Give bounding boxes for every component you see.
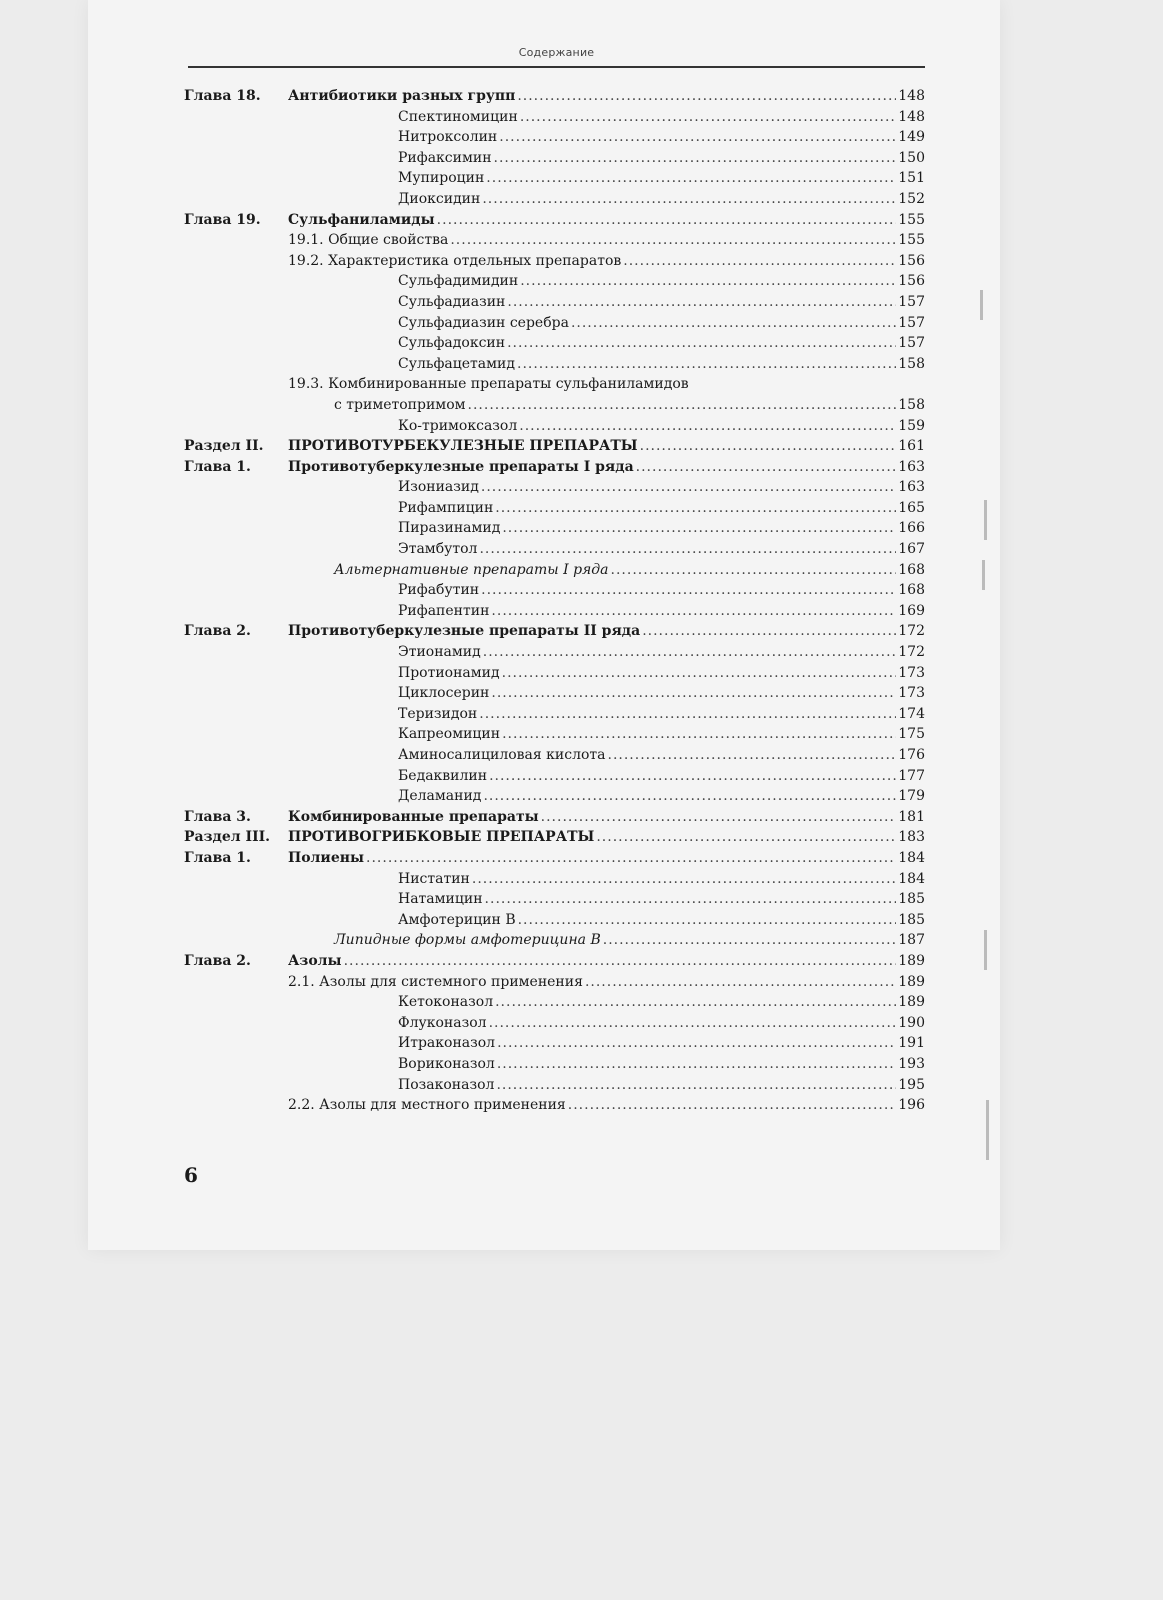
toc-page-number: 151 [898, 170, 925, 187]
toc-entry [398, 601, 925, 622]
toc-row [184, 683, 925, 704]
toc-entry [288, 251, 925, 272]
toc-entry [398, 1013, 925, 1034]
toc-entry [398, 869, 925, 890]
toc-page-number: 155 [898, 232, 925, 249]
toc-entry [398, 333, 925, 354]
toc-page-number: 165 [898, 499, 925, 516]
toc-label: Глава 1. [184, 849, 251, 866]
dot-leader [499, 127, 896, 148]
toc-page-number: 190 [898, 1014, 925, 1031]
toc-page-number: 157 [898, 293, 925, 310]
toc-row [184, 560, 925, 581]
toc-entry [398, 992, 925, 1013]
header-rule [188, 66, 925, 68]
toc-entry-title: Вориконазол [398, 1055, 495, 1072]
toc-entry [398, 107, 925, 128]
dot-leader [585, 972, 896, 993]
toc-page-number: 159 [898, 417, 925, 434]
toc-entry [398, 189, 925, 210]
toc-entry [288, 951, 925, 972]
toc-entry [334, 395, 925, 416]
toc-entry-title: Спектиномицин [398, 108, 518, 125]
toc-page-number: 157 [898, 335, 925, 352]
dot-leader [481, 580, 896, 601]
toc-entry-title: с триметопримом [334, 396, 466, 413]
toc-row [184, 230, 925, 251]
toc-row [184, 354, 925, 375]
toc-entry-title: Липидные формы амфотерицина В [334, 932, 601, 949]
dot-leader [517, 86, 896, 107]
scan-edge-mark [980, 290, 983, 320]
toc-row [184, 313, 925, 334]
toc-entry-title: Полиены [288, 849, 365, 866]
toc-entry [334, 560, 925, 581]
toc-row [184, 580, 925, 601]
toc-page-number: 155 [898, 211, 925, 228]
dot-leader [518, 910, 897, 931]
toc-page-number: 158 [898, 355, 925, 372]
toc-row [184, 869, 925, 890]
toc-entry [288, 848, 925, 869]
toc-entry-title: Изониазид [398, 479, 479, 496]
toc-row [184, 827, 925, 848]
toc-entry-title: Этионамид [398, 644, 481, 661]
dot-leader [640, 436, 897, 457]
toc-entry [288, 807, 925, 828]
toc-row [184, 518, 925, 539]
dot-leader [497, 1033, 896, 1054]
toc-entry [398, 539, 925, 560]
dot-leader [489, 1013, 897, 1034]
dot-leader [479, 704, 896, 725]
toc-page-number: 189 [898, 952, 925, 969]
toc-page-number: 173 [898, 685, 925, 702]
toc-row [184, 642, 925, 663]
toc-page-number: 161 [898, 438, 925, 455]
toc-entry [288, 210, 925, 231]
toc-entry-title: Сульфадиазин [398, 293, 506, 310]
toc-page-number: 166 [898, 520, 925, 537]
toc-entry-title: Сульфадимидин [398, 273, 519, 290]
toc-entry-title: Противотуберкулезные препараты I ряда [288, 458, 634, 475]
toc-page-number: 172 [898, 623, 925, 640]
dot-leader [502, 518, 896, 539]
toc-entry [398, 724, 925, 745]
dot-leader [450, 230, 896, 251]
dot-leader [496, 1075, 896, 1096]
dot-leader [479, 539, 896, 560]
toc-entry-title: Сульфадиазин серебра [398, 314, 569, 331]
toc-entry [398, 168, 925, 189]
toc-entry-title: Комбинированные препараты [288, 808, 539, 825]
toc-entry-title: Рифабутин [398, 582, 480, 599]
dot-leader [495, 992, 896, 1013]
toc-label: Глава 2. [184, 952, 251, 969]
toc-entry-title: Нистатин [398, 870, 470, 887]
toc-row [184, 807, 925, 828]
toc-entry-title: Рифапентин [398, 602, 490, 619]
toc-entry [398, 1054, 925, 1075]
toc-label: Глава 3. [184, 808, 251, 825]
toc-entry-title: Альтернативные препараты I ряда [334, 561, 609, 578]
toc-entry [398, 292, 925, 313]
dot-leader [502, 663, 897, 684]
toc-row [184, 374, 925, 395]
toc-entry-title: 2.1. Азолы для системного применения [288, 973, 583, 990]
toc-row [184, 992, 925, 1013]
toc-entry [288, 374, 925, 395]
toc-page-number: 150 [898, 149, 925, 166]
toc-page-number: 167 [898, 541, 925, 558]
dot-leader [437, 210, 897, 231]
toc-entry [398, 354, 925, 375]
toc-row [184, 477, 925, 498]
toc-row [184, 436, 925, 457]
toc-label: Глава 19. [184, 211, 261, 228]
toc-entry-title: Азолы [288, 952, 342, 969]
toc-row [184, 457, 925, 478]
toc-label: Глава 18. [184, 88, 261, 104]
toc-entry [288, 86, 925, 107]
toc-page-number: 175 [898, 726, 925, 743]
toc-entry-title: Бедаквилин [398, 767, 488, 784]
toc-entry-title: Деламанид [398, 788, 482, 805]
toc-entry-title: 19.2. Характеристика отдельных препаратов [288, 252, 622, 269]
toc-row [184, 292, 925, 313]
toc-entry-title: Пиразинамид [398, 520, 501, 537]
toc-row [184, 704, 925, 725]
dot-leader [485, 889, 897, 910]
scan-edge-mark [982, 560, 985, 590]
toc-row [184, 1013, 925, 1034]
dot-leader [344, 951, 897, 972]
toc-entry-title: Капреомицин [398, 726, 501, 743]
dot-leader [520, 271, 896, 292]
toc-entry-title: Противотуберкулезные препараты II ряда [288, 623, 641, 640]
toc-page-number: 185 [898, 891, 925, 908]
toc-row [184, 86, 925, 107]
toc-entry-title: Флуконазол [398, 1014, 487, 1031]
toc-row [184, 621, 925, 642]
toc-row [184, 127, 925, 148]
toc-entry-title: 2.2. Азолы для местного применения [288, 1097, 566, 1114]
dot-leader [608, 745, 897, 766]
toc-page-number: 184 [898, 870, 925, 887]
toc-entry-title: Протионамид [398, 664, 500, 681]
dot-leader [520, 107, 896, 128]
toc-row [184, 848, 925, 869]
toc-entry [398, 704, 925, 725]
toc-row [184, 930, 925, 951]
toc-page-number: 177 [898, 767, 925, 784]
toc-page-number: 168 [898, 582, 925, 599]
toc-row [184, 498, 925, 519]
dot-leader [481, 477, 896, 498]
toc-page-number: 163 [898, 479, 925, 496]
toc-page-number: 185 [898, 911, 925, 928]
toc-entry-title: Сульфаниламиды [288, 211, 435, 228]
toc-entry-title: Итраконазол [398, 1035, 496, 1052]
toc-row [184, 395, 925, 416]
dot-leader [603, 930, 897, 951]
toc-entry [398, 271, 925, 292]
toc-page-number: 184 [898, 849, 925, 866]
toc-row [184, 148, 925, 169]
dot-leader [497, 1054, 896, 1075]
running-head: Содержание [518, 46, 595, 59]
toc-page-number: 168 [898, 561, 925, 578]
toc-page-number: 163 [898, 458, 925, 475]
toc-entry [398, 786, 925, 807]
dot-leader [642, 621, 896, 642]
toc-row [184, 1033, 925, 1054]
toc-row [184, 786, 925, 807]
toc-entry [398, 766, 925, 787]
toc-row [184, 107, 925, 128]
toc-page-number: 176 [898, 747, 925, 763]
toc-entry [288, 457, 925, 478]
toc-entry-title: Кетоконазол [398, 994, 494, 1011]
dot-leader [611, 560, 897, 581]
dot-leader [495, 498, 896, 519]
toc-page-number: 152 [898, 190, 925, 207]
toc-page-number: 191 [898, 1035, 925, 1052]
toc-entry [398, 313, 925, 334]
toc-entry-title: Диоксидин [398, 190, 481, 207]
dot-leader [468, 395, 897, 416]
dot-leader [483, 786, 896, 807]
toc-row [184, 168, 925, 189]
toc-row [184, 539, 925, 560]
toc-entry-title: Антибиотики разных групп [288, 88, 516, 104]
dot-leader [568, 1095, 897, 1116]
toc-page-number: 157 [898, 314, 925, 331]
page-number: 6 [184, 1163, 198, 1187]
toc-entry [398, 683, 925, 704]
toc-row [184, 663, 925, 684]
toc-label: Раздел II. [184, 438, 264, 455]
toc-entry [398, 416, 925, 437]
toc-entry-title: Ко-тримоксазол [398, 417, 518, 434]
toc-page-number: 156 [898, 273, 925, 290]
dot-leader [472, 869, 896, 890]
toc-row [184, 766, 925, 787]
toc-page-number: 173 [898, 664, 925, 681]
toc-entry [398, 518, 925, 539]
toc-row [184, 210, 925, 231]
toc-entry-title: ПРОТИВОТУРБЕКУЛЕЗНЫЕ ПРЕПАРАТЫ [288, 438, 638, 455]
table-of-contents [184, 86, 925, 1116]
toc-entry [398, 1033, 925, 1054]
dot-leader [507, 292, 896, 313]
toc-entry-title: Мупироцин [398, 170, 485, 187]
dot-leader [571, 313, 896, 334]
toc-row [184, 189, 925, 210]
toc-page-number: 148 [898, 108, 925, 125]
dot-leader [491, 601, 896, 622]
scan-edge-mark [984, 930, 987, 970]
toc-page-number: 187 [898, 932, 925, 949]
toc-row [184, 910, 925, 931]
toc-page-number: 193 [898, 1055, 925, 1072]
dot-leader [519, 416, 896, 437]
toc-row [184, 889, 925, 910]
dot-leader [502, 724, 896, 745]
toc-entry-title: ПРОТИВОГРИБКОВЫЕ ПРЕПАРАТЫ [288, 829, 595, 846]
toc-entry-title: 19.1. Общие свойства [288, 232, 449, 249]
toc-row [184, 724, 925, 745]
toc-entry [398, 910, 925, 931]
scan-edge-mark [986, 1100, 989, 1160]
toc-entry [398, 127, 925, 148]
toc-entry [398, 148, 925, 169]
toc-page-number: 183 [898, 829, 925, 846]
toc-entry-title: 19.3. Комбинированные препараты сульфаниламидов [288, 376, 689, 393]
toc-page-number: 195 [898, 1076, 925, 1093]
toc-entry [398, 580, 925, 601]
toc-page-number: 189 [898, 973, 925, 990]
dot-leader [507, 333, 896, 354]
toc-entry-title: Нитроксолин [398, 129, 498, 146]
toc-entry [288, 1095, 925, 1116]
toc-entry-title: Теризидон [398, 705, 478, 722]
toc-entry [398, 745, 925, 766]
dot-leader [482, 189, 896, 210]
toc-entry-title: Сульфацетамид [398, 355, 515, 372]
dot-leader [486, 168, 896, 189]
toc-page-number: 189 [898, 994, 925, 1011]
toc-label: Глава 2. [184, 623, 251, 640]
toc-page-number: 181 [898, 808, 925, 825]
dot-leader [517, 354, 896, 375]
toc-row [184, 1054, 925, 1075]
toc-row [184, 951, 925, 972]
toc-page-number: 172 [898, 644, 925, 661]
dot-leader [541, 807, 897, 828]
toc-page-number: 169 [898, 602, 925, 619]
toc-row [184, 1075, 925, 1096]
toc-page-number: 149 [898, 129, 925, 146]
dot-leader [491, 683, 896, 704]
toc-row [184, 1095, 925, 1116]
toc-entry [288, 230, 925, 251]
toc-page-number: 179 [898, 788, 925, 805]
toc-row [184, 416, 925, 437]
toc-entry [288, 621, 925, 642]
toc-row [184, 601, 925, 622]
toc-page-number: 158 [898, 396, 925, 413]
toc-entry [334, 930, 925, 951]
toc-page-number: 174 [898, 705, 925, 722]
toc-entry [398, 889, 925, 910]
toc-entry-title: Сульфадоксин [398, 335, 506, 352]
toc-entry-title: Позаконазол [398, 1076, 495, 1093]
toc-row [184, 333, 925, 354]
toc-entry [398, 477, 925, 498]
toc-entry-title: Рифампицин [398, 499, 494, 516]
toc-entry-title: Рифаксимин [398, 149, 492, 166]
toc-entry-title: Циклосерин [398, 685, 490, 702]
toc-entry-title: Натамицин [398, 891, 483, 908]
toc-row [184, 745, 925, 766]
dot-leader [483, 642, 897, 663]
toc-row [184, 251, 925, 272]
toc-entry [288, 827, 925, 848]
toc-entry [398, 1075, 925, 1096]
toc-entry-title: Аминосалициловая кислота [398, 747, 606, 763]
toc-page-number: 156 [898, 252, 925, 269]
toc-row [184, 972, 925, 993]
toc-page-number: 196 [898, 1097, 925, 1114]
toc-label: Глава 1. [184, 458, 251, 475]
scan-edge-mark [984, 500, 987, 540]
toc-entry [398, 642, 925, 663]
dot-leader [636, 457, 897, 478]
toc-row [184, 271, 925, 292]
dot-leader [489, 766, 896, 787]
toc-label: Раздел III. [184, 829, 271, 846]
dot-leader [623, 251, 896, 272]
toc-entry [288, 436, 925, 457]
toc-entry-title: Амфотерицин В [398, 911, 516, 928]
dot-leader [366, 848, 896, 869]
toc-entry-title: Этамбутол [398, 541, 478, 558]
toc-page-number: 148 [898, 88, 925, 104]
toc-entry [398, 663, 925, 684]
dot-leader [596, 827, 896, 848]
dot-leader [494, 148, 897, 169]
toc-entry [398, 498, 925, 519]
toc-entry [288, 972, 925, 993]
